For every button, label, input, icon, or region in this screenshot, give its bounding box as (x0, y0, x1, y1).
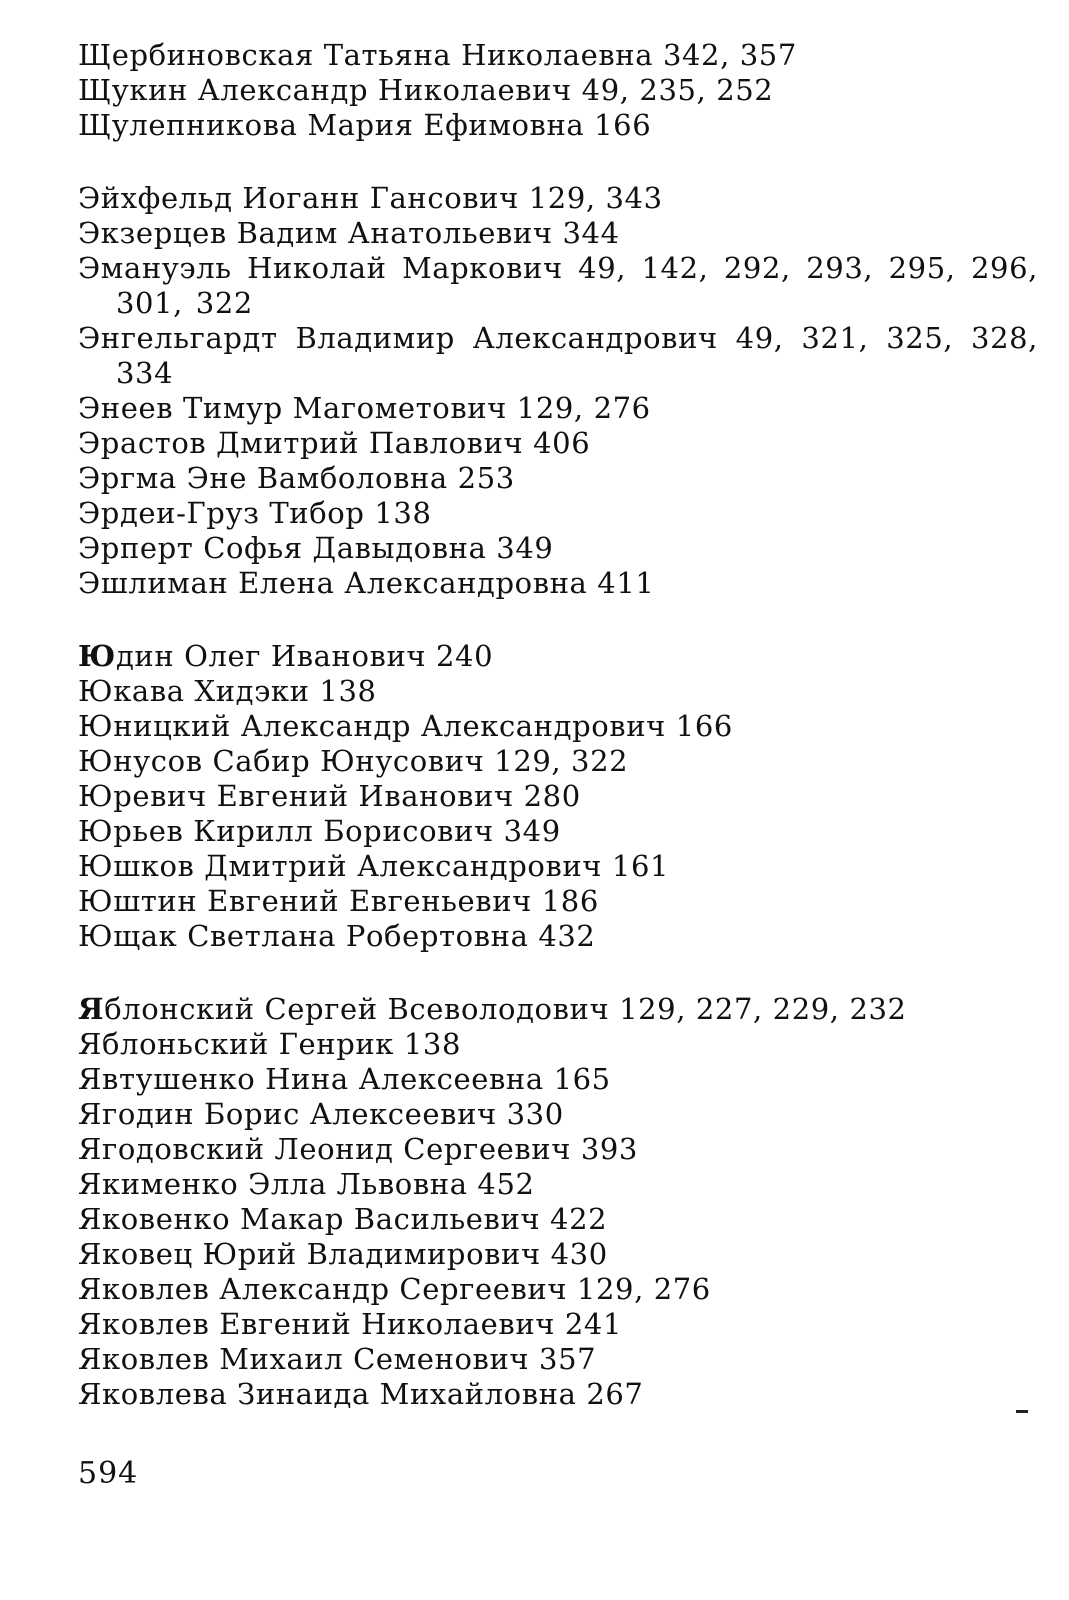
index-entry (78, 1132, 1038, 1167)
entry-pages: 129, 322 (494, 744, 629, 778)
margin-dash-mark (1016, 1410, 1028, 1413)
entry-pages: 49, 142, 292, 293, 295, 296, 301, 322 (116, 251, 1038, 320)
entry-name: Эрастов Дмитрий Павлович (78, 426, 524, 460)
entry-pages: 357 (539, 1342, 597, 1376)
section-initial-letter: Я (78, 992, 105, 1026)
entry-pages: 161 (611, 849, 670, 883)
entry-pages: 342, 357 (662, 38, 797, 72)
entry-pages: 349 (496, 531, 554, 565)
index-group-e (78, 181, 1038, 601)
index-entry (78, 251, 1038, 321)
entry-name: Юрьев Кирилл Борисович (78, 814, 494, 848)
entry-name: Энгельгардт Владимир Александрович (78, 321, 718, 355)
entry-pages: 241 (564, 1307, 623, 1341)
entry-name: Эрперт Софья Давыдовна (78, 531, 487, 565)
index-entry (78, 461, 1038, 496)
index-entry (78, 1377, 1038, 1412)
entry-pages: 406 (533, 426, 591, 460)
index-entry (78, 1062, 1038, 1097)
entry-pages: 138 (319, 674, 377, 708)
entry-name: Ющак Светлана Робертовна (78, 919, 529, 953)
index-entry (78, 639, 1038, 674)
entry-pages: 452 (477, 1167, 535, 1201)
index-group-shch (78, 38, 1038, 143)
index-entry (78, 531, 1038, 566)
index-entry (78, 1307, 1038, 1342)
entry-pages: 129, 276 (576, 1272, 711, 1306)
entry-name: Яковлев Евгений Николаевич (78, 1307, 556, 1341)
index-entry (78, 1272, 1038, 1307)
entry-pages: 430 (550, 1237, 608, 1271)
index-entry (78, 709, 1038, 744)
entry-name: Яковенко Макар Васильевич (78, 1202, 541, 1236)
index-entry (78, 992, 1038, 1027)
entry-name: Яковлев Александр Сергеевич (78, 1272, 568, 1306)
entry-pages: 432 (538, 919, 596, 953)
index-entry (78, 73, 1038, 108)
index-entry (78, 1027, 1038, 1062)
index-entry (78, 181, 1038, 216)
entry-pages: 49, 235, 252 (581, 73, 774, 107)
entry-name: Ягодовский Леонид Сергеевич (78, 1132, 571, 1166)
section-initial-letter: Ю (78, 639, 116, 673)
entry-pages: 253 (457, 461, 515, 495)
entry-name: дин Олег Иванович (115, 639, 427, 673)
index-entry (78, 108, 1038, 143)
entry-name: Юшков Дмитрий Александрович (78, 849, 603, 883)
index-entry (78, 321, 1038, 391)
index-entry (78, 426, 1038, 461)
entry-name: Щулепникова Мария Ефимовна (78, 108, 585, 142)
index-entry (78, 566, 1038, 601)
entry-name: Якименко Элла Львовна (78, 1167, 468, 1201)
index-entry (78, 814, 1038, 849)
entry-pages: 280 (523, 779, 581, 813)
entry-pages: 267 (586, 1377, 644, 1411)
entry-name: Щербиновская Татьяна Николаевна (78, 38, 654, 72)
index-entry (78, 391, 1038, 426)
index-entry (78, 884, 1038, 919)
index-entry (78, 1097, 1038, 1132)
entry-name: Яковец Юрий Владимирович (78, 1237, 541, 1271)
index-entry (78, 919, 1038, 954)
entry-name: Эшлиман Елена Александровна (78, 566, 588, 600)
entry-name: Эйхфельд Иоганн Гансович (78, 181, 519, 215)
entry-name: Экзерцев Вадим Анатольевич (78, 216, 553, 250)
index-entry (78, 1202, 1038, 1237)
entry-name: Юштин Евгений Евгеньевич (78, 884, 532, 918)
entry-name: Яблоньский Генрик (78, 1027, 395, 1061)
entry-pages: 422 (550, 1202, 608, 1236)
index-entries (78, 38, 1038, 1412)
entry-pages: 166 (675, 709, 733, 743)
page-number: 594 (78, 1456, 139, 1491)
entry-pages: 344 (562, 216, 620, 250)
index-entry (78, 38, 1038, 73)
entry-name: Ягодин Борис Алексеевич (78, 1097, 497, 1131)
entry-pages: 186 (541, 884, 599, 918)
entry-pages: 330 (506, 1097, 564, 1131)
entry-pages: 411 (597, 566, 655, 600)
entry-name: Яковлев Михаил Семенович (78, 1342, 530, 1376)
entry-pages: 138 (403, 1027, 462, 1061)
index-entry (78, 216, 1038, 251)
entry-name: Юницкий Александр Александрович (78, 709, 666, 743)
index-entry (78, 1342, 1038, 1377)
entry-name: Юкава Хидэки (78, 674, 310, 708)
entry-pages: 129, 227, 229, 232 (619, 992, 907, 1026)
entry-name: Юнусов Сабир Юнусович (78, 744, 485, 778)
index-entry (78, 744, 1038, 779)
index-entry (78, 674, 1038, 709)
entry-pages: 166 (594, 108, 652, 142)
index-entry (78, 496, 1038, 531)
entry-name: Яковлева Зинаида Михайловна (78, 1377, 577, 1411)
entry-name: блонский Сергей Всеволодович (104, 992, 610, 1026)
entry-pages: 129, 276 (516, 391, 651, 425)
entry-name: Щукин Александр Николаевич (78, 73, 572, 107)
entry-name: Энеев Тимур Магометович (78, 391, 507, 425)
index-group-yu (78, 639, 1038, 954)
entry-pages: 165 (553, 1062, 611, 1096)
index-entry (78, 779, 1038, 814)
entry-pages: 349 (503, 814, 561, 848)
index-entry (78, 1167, 1038, 1202)
entry-name: Эмануэль Николай Маркович (78, 251, 563, 285)
entry-pages: 49, 321, 325, 328, 334 (116, 321, 1038, 390)
entry-pages: 129, 343 (528, 181, 663, 215)
entry-name: Эргма Эне Вамболовна (78, 461, 448, 495)
entry-name: Эрдеи-Груз Тибор (78, 496, 365, 530)
entry-pages: 240 (436, 639, 494, 673)
entry-name: Явтушенко Нина Алексеевна (78, 1062, 544, 1096)
index-entry (78, 1237, 1038, 1272)
entry-pages: 393 (580, 1132, 638, 1166)
entry-pages: 138 (374, 496, 432, 530)
index-entry (78, 849, 1038, 884)
index-group-ya (78, 992, 1038, 1412)
entry-name: Юревич Евгений Иванович (78, 779, 514, 813)
